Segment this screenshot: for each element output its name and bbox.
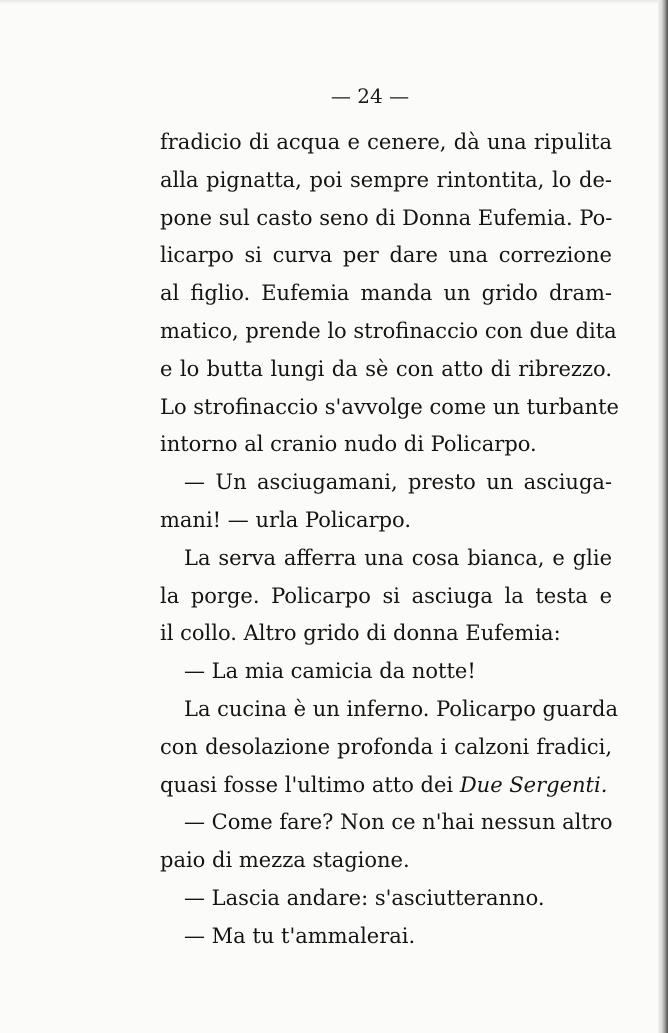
text-line: e lo butta lungi da sè con atto di ribrezzo. [160,356,612,381]
text-line-with-title [160,767,612,805]
text-line-start: quasi fosse l'ultimo atto dei [160,772,460,797]
text-line: alla pignatta, poi sempre rintontita, lo de- [160,167,612,192]
text-line: il collo. Altro grido di donna Eufemia: [160,621,561,646]
body-text [160,124,619,956]
text-line: matico, prende lo strofinaccio con due dita [160,318,617,343]
text-line: Lo strofinaccio s'avvolge come un turbante [160,394,619,419]
italic-title: Due Sergenti. [459,772,608,797]
text-line: fradicio di acqua e cenere, dà una ripulita [160,130,612,154]
page-number: — 24 — [330,84,410,108]
text-line: — Come fare? Non ce n'hai nessun altro [184,810,613,835]
text-line: mani! — urla Policarpo. [160,507,412,532]
page-top-edge [0,0,668,4]
text-line: con desolazione profonda i calzoni fradici, [160,734,612,759]
page-binding-edge [658,0,668,1033]
text-line: La cucina è un inferno. Policarpo guarda [184,696,619,721]
text-line: — Lascia andare: s'asciutteranno. [184,885,545,910]
text-line: — La mia camicia da notte! [184,659,476,684]
text-line: La serva afferra una cosa bianca, e glie [184,545,612,570]
text-line: — Un asciugamani, presto un asciuga- [184,470,612,495]
text-line: intorno al cranio nudo di Policarpo. [160,432,537,457]
text-line: la porge. Policarpo si asciuga la testa e [160,583,612,608]
text-line: paio di mezza stagione. [160,848,410,873]
text-line: al figlio. Eufemia manda un grido dram- [160,281,612,306]
text-line: — Ma tu t'ammalerai. [184,923,416,948]
text-line: pone sul casto seno di Donna Eufemia. Po- [160,205,613,230]
text-line: licarpo si curva per dare una correzione [160,243,612,268]
